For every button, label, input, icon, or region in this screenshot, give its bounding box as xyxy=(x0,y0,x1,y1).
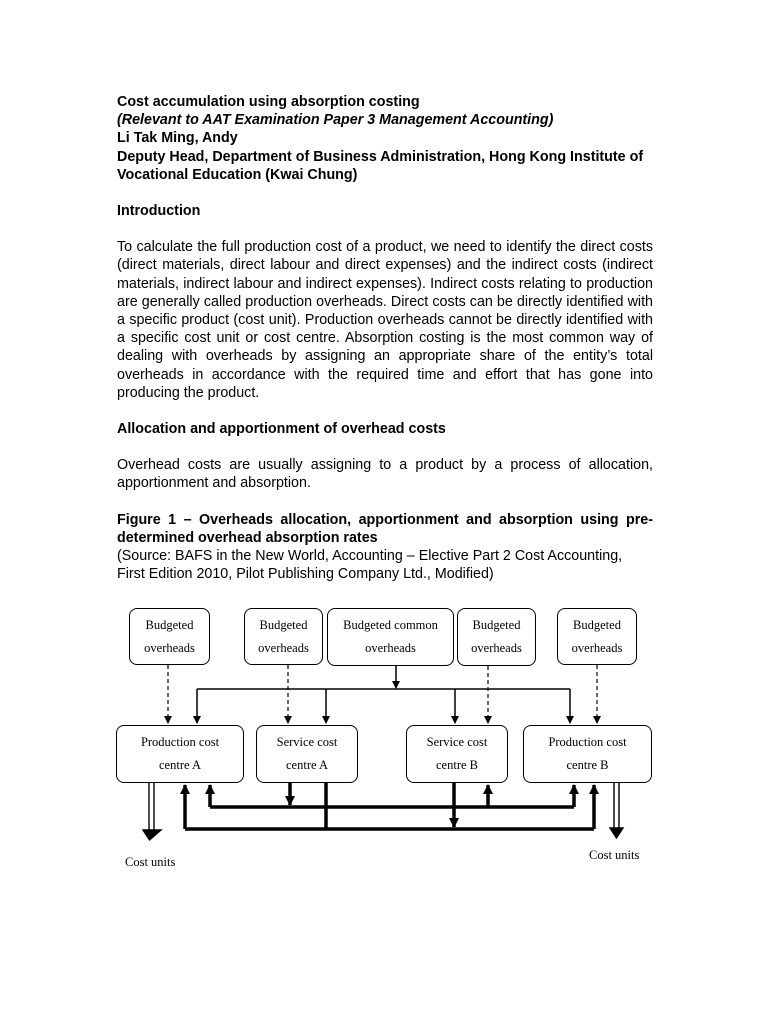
budgeted-overheads-box-3 xyxy=(457,608,536,666)
box-label-line: overheads xyxy=(471,641,522,655)
box-label-line: Service cost xyxy=(426,735,488,749)
document-title: Cost accumulation using absorption costing xyxy=(117,94,420,110)
box-label-line: centre B xyxy=(436,758,478,772)
box-label-line: Budgeted xyxy=(145,617,194,632)
overhead-flow-diagram xyxy=(0,600,768,890)
box-label-line: Service cost xyxy=(276,735,338,749)
allocation-paragraph: Overhead costs are usually assigning to a product by a process of allocation, apportionment and absorption. xyxy=(117,457,653,492)
budgeted-overheads-box-2 xyxy=(244,608,323,665)
box-label-line: Budgeted xyxy=(259,617,308,632)
cost-units-right-arrow xyxy=(610,828,623,838)
box-label-line: Production cost xyxy=(140,735,220,749)
box-label-line: Budgeted common xyxy=(343,618,438,632)
box-label-line: overheads xyxy=(258,640,309,655)
box-label-line: centre A xyxy=(286,758,328,772)
budgeted-overheads-box-1 xyxy=(129,608,210,665)
author-affiliation: Deputy Head, Department of Business Administration, Hong Kong Institute of Vocational Education (Kwai Chung) xyxy=(117,148,644,183)
intro-paragraph: To calculate the full production cost of a product, we need to identify the direct costs (direct materials, direct labour and direct expenses) and the indirect costs (indirect materials, indirect labour and indirect expenses). Indirect costs relating to production are generally called production overheads. Direct costs can be directly identified with a specific product (cost unit). Production overheads cannot be directly identified with a specific cost unit or cost centre. Absorption costing is the most common way of dealing with overheads by assigning an appropriate share of the entity’s total overheads in accordance with the required time and effort that has gone into producing the product. xyxy=(117,239,653,401)
document-page xyxy=(117,93,653,583)
allocation-heading: Allocation and apportionment of overhead costs xyxy=(117,421,446,438)
box-label-line: Budgeted xyxy=(472,618,521,632)
service-cost-centre-a xyxy=(256,725,358,783)
cost-units-label-left: Cost units xyxy=(125,855,176,869)
box-label-line: overheads xyxy=(144,640,195,655)
figure-source: (Source: BAFS in the New World, Accounting – Elective Part 2 Cost Accounting, First Edition 2010, Pilot Publishing Company Ltd., Modified) xyxy=(117,548,623,583)
service-cost-centre-b xyxy=(406,725,508,783)
box-label-line: centre B xyxy=(566,758,609,772)
box-label-line: Production cost xyxy=(548,735,627,749)
author-name: Li Tak Ming, Andy xyxy=(117,130,238,147)
budgeted-overheads-box-4 xyxy=(557,608,637,665)
figure-title: Figure 1 – Overheads allocation, apportionment and absorption using pre-determined overhead absorption rates xyxy=(117,511,653,546)
box-label-line: overheads xyxy=(365,641,416,655)
production-cost-centre-a xyxy=(116,725,244,783)
box-label-line: centre A xyxy=(159,758,201,772)
cost-units-left-arrow xyxy=(143,830,161,840)
box-label-line: overheads xyxy=(571,640,623,655)
intro-heading: Introduction xyxy=(117,203,201,220)
budgeted-common-overheads-box xyxy=(327,608,454,666)
document-subtitle: (Relevant to AAT Examination Paper 3 Management Accounting) xyxy=(117,112,554,129)
production-cost-centre-b xyxy=(523,725,652,783)
cost-units-label-right: Cost units xyxy=(589,848,640,862)
box-label-line: Budgeted xyxy=(573,617,621,632)
